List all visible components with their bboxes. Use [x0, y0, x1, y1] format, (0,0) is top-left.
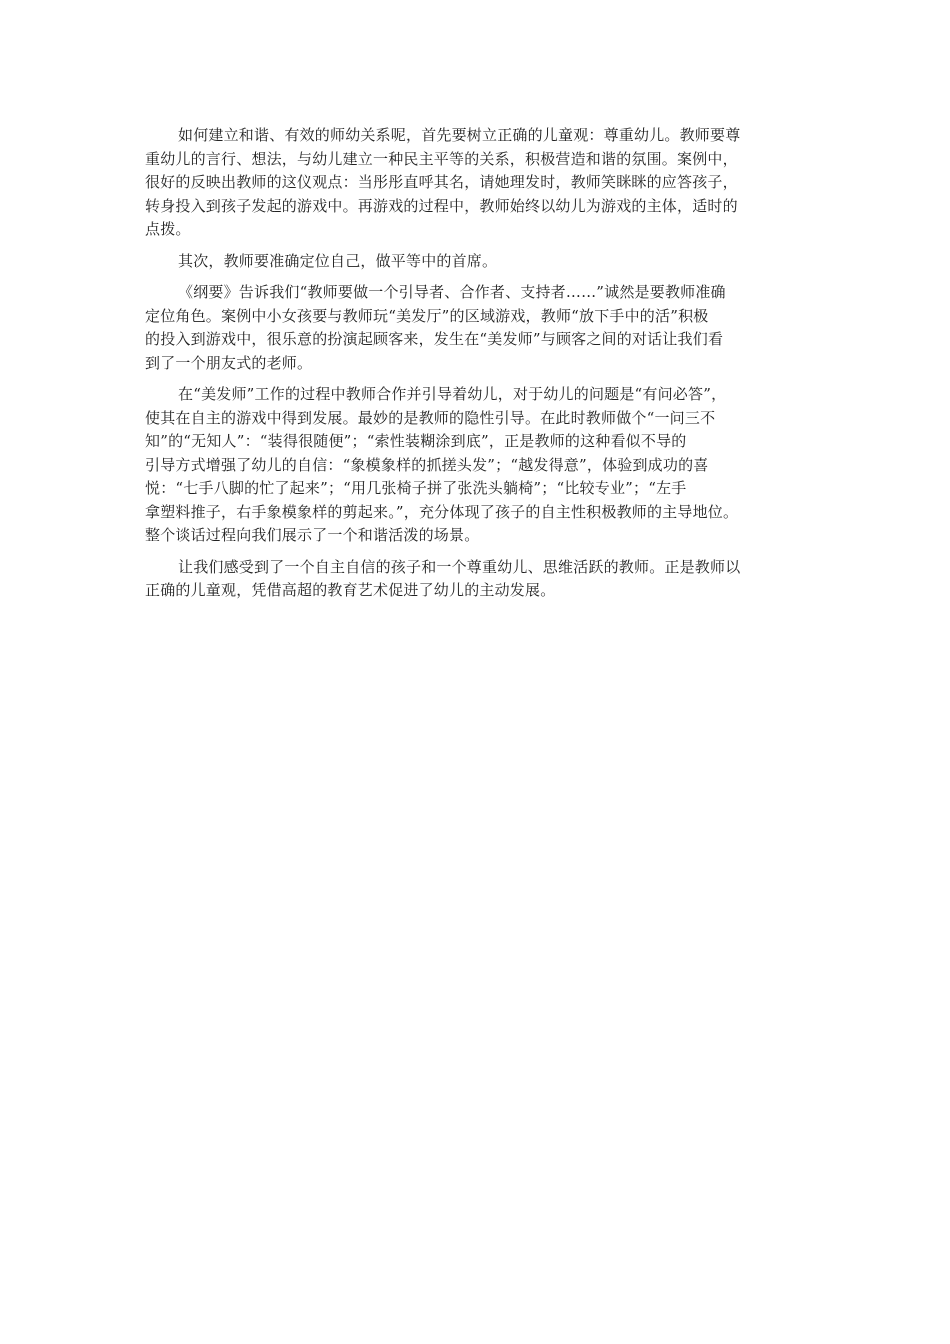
text-line: 知”的“无知人”：“装得很随便”；“索性装糊涂到底”，正是教师的这种看似不导的 [145, 432, 687, 450]
document-body [145, 124, 805, 611]
text-line: 让我们感受到了一个自主自信的孩子和一个尊重幼儿、思维活跃的教师。正是教师以 [178, 557, 741, 576]
text-line: 到了一个朋友式的老师。 [145, 353, 313, 372]
text-line: 整个谈话过程向我们展示了一个和谐活泼的场景。 [145, 526, 480, 544]
paragraph-3 [145, 281, 805, 375]
text-line: 使其在自主的游戏中得到发展。最妙的是教师的隐性引导。在此时教师做个“一问三不 [145, 408, 716, 427]
paragraph-4 [145, 383, 805, 548]
text-line: 转身投入到孩子发起的游戏中。再游戏的过程中，教师始终以幼儿为游戏的主体，适时的 [145, 196, 738, 215]
paragraph-2 [145, 250, 805, 274]
text-line: 正确的儿童观，凭借高超的教育艺术促进了幼儿的主动发展。 [145, 581, 556, 599]
paragraph-1 [145, 124, 805, 242]
text-line: 拿塑料推子，右手象模象样的剪起来。”，充分体现了孩子的自主性积极教师的主导地位。 [145, 502, 739, 521]
text-line: 很好的反映出教师的这仪观点：当彤彤直呼其名，请她理发时，教师笑眯眯的应答孩子， [145, 173, 738, 191]
text-line: 的投入到游戏中，很乐意的扮演起顾客来，发生在“美发师”与顾客之间的对话让我们看 [145, 330, 724, 348]
text-line: 悦：“七手八脚的忙了起来”；“用几张椅子拼了张洗头躺椅”；“比较专业”；“左手 [145, 479, 687, 497]
text-line: 点拨。 [145, 220, 191, 238]
text-line: 重幼儿的言行、想法，与幼儿建立一种民主平等的关系，积极营造和谐的氛围。案例中， [145, 149, 738, 168]
text-line: 如何建立和谐、有效的师幼关系呢，首先要树立正确的儿童观：尊重幼儿。教师要尊 [178, 126, 741, 144]
paragraph-5 [145, 556, 805, 603]
text-line: 引导方式增强了幼儿的自信：“象模象样的抓搓头发”；“越发得意”，体验到成功的喜 [145, 455, 709, 474]
text-line: 其次，教师要准确定位自己，做平等中的首席。 [178, 251, 498, 270]
text-line: 定位角色。案例中小女孩要与教师玩“美发厅”的区域游戏，教师“放下手中的活”积极 [145, 306, 709, 325]
text-line: 《纲要》告诉我们“教师要做一个引导者、合作者、支持者……”诚然是要教师准确 [178, 283, 726, 301]
text-line: 在“美发师”工作的过程中教师合作并引导着幼儿，对于幼儿的问题是“有问必答”， [178, 385, 727, 403]
